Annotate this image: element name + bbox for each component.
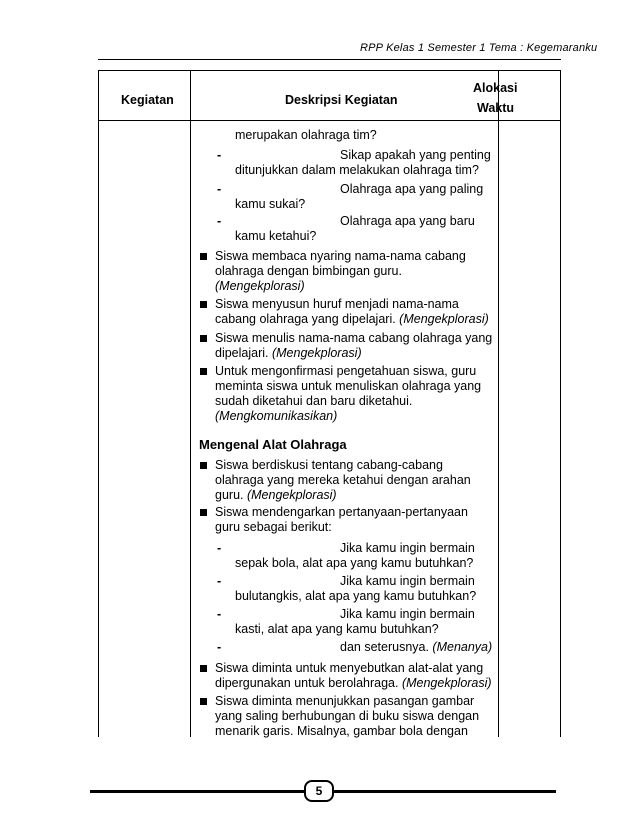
question-text-a: Sikap apakah yang penting: [340, 148, 491, 162]
dash-marker: -: [217, 607, 222, 621]
bullet-line: Siswa mendengarkan pertanyaan-pertanyaan: [215, 505, 468, 519]
header-kegiatan: Kegiatan: [121, 93, 174, 107]
lesson-table: [98, 70, 561, 737]
header-deskripsi: Deskripsi Kegiatan: [285, 93, 398, 107]
bullet-text: dipelajari.: [215, 346, 272, 360]
page-number: 5: [304, 780, 334, 802]
question-text-b: ditunjukkan dalam melakukan olahraga tim?: [235, 163, 479, 177]
bullet-method: (Mengekplorasi): [246, 488, 337, 502]
question-text-b: sepak bola, alat apa yang kamu butuhkan?: [235, 556, 474, 570]
bullet-method: (Mengekplorasi): [401, 676, 492, 690]
dash-marker: -: [217, 214, 222, 228]
bullet-line: Untuk mengonfirmasi pengetahuan siswa, guru: [215, 364, 477, 378]
bullet-line: menarik garis. Misalnya, gambar bola dengan: [215, 724, 468, 738]
question-text-a: Jika kamu ingin bermain: [340, 541, 475, 555]
question-text-b: bulutangkis, alat apa yang kamu butuhkan?: [235, 589, 477, 603]
header-rule: [98, 59, 561, 60]
square-bullet-icon: [200, 301, 207, 308]
bullet-line: (Mengekplorasi): [215, 279, 305, 293]
bullet-line: yang saling berhubungan di buku siswa dengan: [215, 709, 480, 723]
bullet-line: Siswa menulis nama-nama cabang olahraga yang: [215, 331, 493, 345]
bullet-line: [215, 346, 503, 361]
footer-rule-right: [334, 790, 556, 793]
dash-marker: -: [217, 148, 222, 162]
question-text-a: Olahraga apa yang baru: [340, 214, 475, 228]
bullet-text: cabang olahraga yang dipelajari.: [215, 312, 400, 326]
bullet-text: dipergunakan untuk berolahraga.: [215, 676, 402, 690]
table-header-divider: [99, 120, 560, 121]
question-text-a: Jika kamu ingin bermain: [340, 574, 475, 588]
header-alokasi: Alokasi: [473, 81, 518, 95]
dash-marker: -: [217, 574, 222, 588]
question-text-a: Jika kamu ingin bermain: [340, 607, 475, 621]
square-bullet-icon: [200, 335, 207, 342]
bullet-text: guru.: [215, 488, 247, 502]
dash-marker: -: [217, 182, 222, 196]
question-text-b: kamu sukai?: [235, 197, 306, 211]
question-method: (Menanya): [432, 640, 493, 654]
bullet-line: [215, 488, 503, 503]
table-col-divider-1: [190, 71, 191, 737]
bullet-line: olahraga dengan bimbingan guru.: [215, 264, 402, 278]
bullet-line: Siswa menyusun huruf menjadi nama-nama: [215, 297, 459, 311]
question-text: dan seterusnya.: [340, 640, 433, 654]
section-title: Mengenal Alat Olahraga: [199, 437, 347, 452]
bullet-line: Siswa diminta untuk menyebutkan alat-alat yang: [215, 661, 484, 675]
square-bullet-icon: [200, 665, 207, 672]
square-bullet-icon: [200, 462, 207, 469]
bullet-line: Siswa membaca nyaring nama-nama cabang: [215, 249, 466, 263]
question-text-a: [340, 640, 492, 655]
bullet-line: [215, 312, 503, 327]
square-bullet-icon: [200, 509, 207, 516]
bullet-line: [215, 676, 503, 691]
square-bullet-icon: [200, 698, 207, 705]
dash-marker: -: [217, 541, 222, 555]
bullet-method: (Mengekplorasi): [271, 346, 362, 360]
bullet-line: Siswa diminta menunjukkan pasangan gambar: [215, 694, 475, 708]
bullet-line: Siswa berdiskusi tentang cabang-cabang: [215, 458, 443, 472]
question-text-a: Olahraga apa yang paling: [340, 182, 484, 196]
bullet-line: guru sebagai berikut:: [215, 520, 332, 534]
running-header: RPP Kelas 1 Semester 1 Tema : Kegemaranku: [360, 42, 598, 54]
bullet-line: sudah diketahui dan baru diketahui.: [215, 394, 413, 408]
square-bullet-icon: [200, 368, 207, 375]
bullet-line: meminta siswa untuk menuliskan olahraga yang: [215, 379, 482, 393]
question-text-b: kasti, alat apa yang kamu butuhkan?: [235, 622, 439, 636]
bullet-line: olahraga yang mereka ketahui dengan arahan: [215, 473, 471, 487]
bullet-method: (Mengekplorasi): [399, 312, 489, 326]
footer-rule-left: [90, 790, 304, 793]
header-waktu: Waktu: [477, 101, 515, 115]
square-bullet-icon: [200, 253, 207, 260]
dash-marker: -: [217, 640, 222, 654]
question-text-b: kamu ketahui?: [235, 229, 317, 243]
bullet-line: (Mengkomunikasikan): [215, 409, 338, 423]
continuation-line: merupakan olahraga tim?: [235, 128, 377, 142]
